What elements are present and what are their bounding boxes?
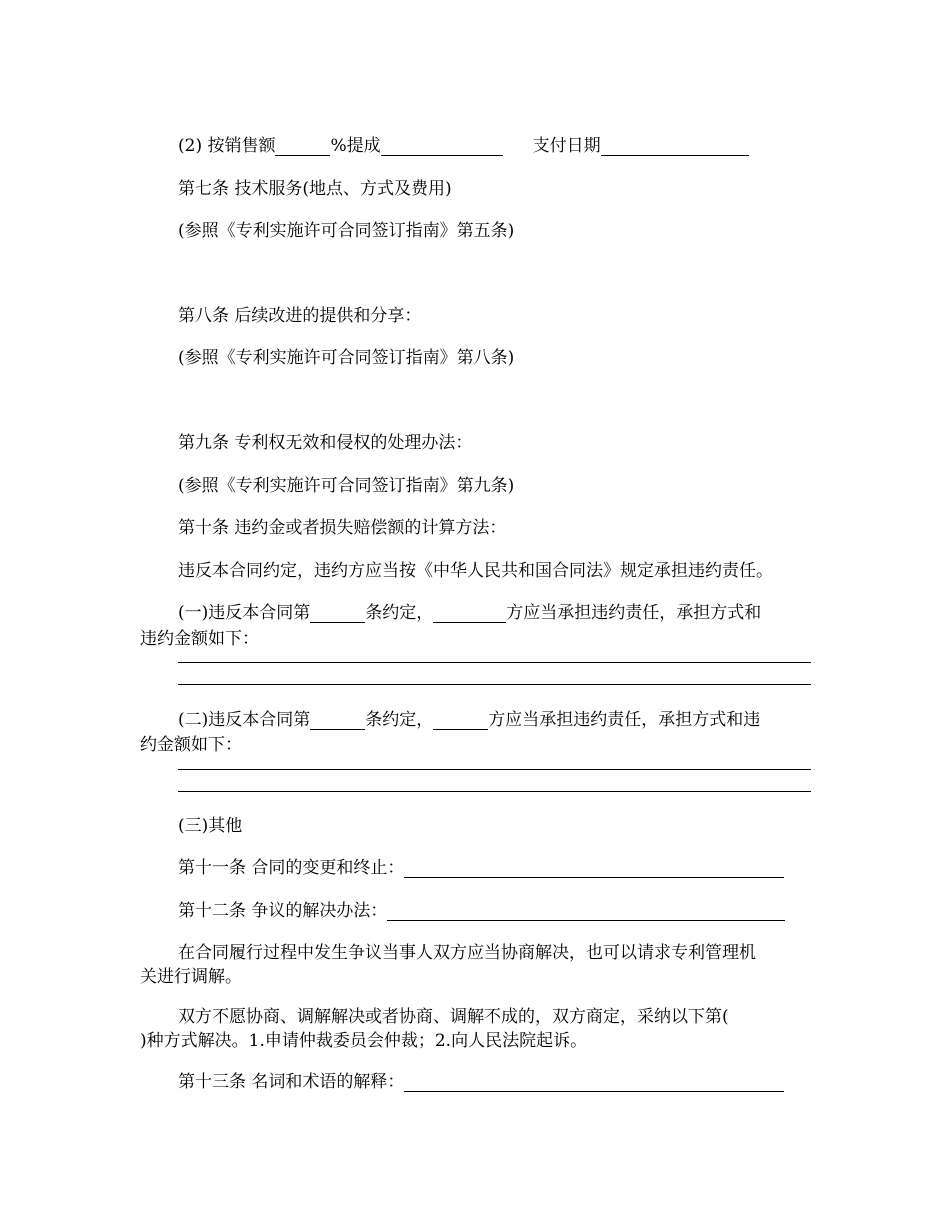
clause-2-rule-1[interactable]: [178, 769, 811, 770]
article-12-paragraph-2-continued: )种方式解决。1.申请仲裁委员会仲裁；2.向人民法院起诉。: [140, 1031, 588, 1051]
commission-blank[interactable]: [381, 139, 503, 156]
clause-2-rule-2[interactable]: [178, 791, 811, 792]
clause-1-article-blank[interactable]: [310, 606, 365, 623]
clause-2-line: [178, 710, 760, 730]
clause-1-text-b: 条约定，: [365, 603, 434, 623]
article-13-line: [178, 1072, 784, 1092]
clause-1-text-a: (一)违反本合同第: [178, 603, 311, 623]
article-12-paragraph-2: 双方不愿协商、调解解决或者协商、调解不成的，双方商定，采纳以下第(: [178, 1007, 729, 1027]
clause-1-line: [178, 603, 761, 623]
commission-label: %提成: [330, 136, 381, 156]
article-10-intro: 违反本合同约定，违约方应当按《中华人民共和国合同法》规定承担违约责任。: [178, 561, 773, 581]
article-8-title: 第八条 后续改进的提供和分享：: [178, 306, 422, 326]
article-8-reference: (参照《专利实施许可合同签订指南》第八条): [178, 348, 515, 368]
clause-3-other: (三)其他: [178, 816, 243, 836]
article-12-title: 第十二条 争议的解决办法：: [178, 901, 388, 921]
article-11-blank[interactable]: [404, 861, 784, 878]
clause-1-text-c: 方应当承担违约责任，承担方式和: [506, 603, 762, 623]
clause-1-rule-1[interactable]: [178, 662, 811, 663]
article-13-title: 第十三条 名词和术语的解释：: [178, 1072, 405, 1092]
article-13-blank[interactable]: [404, 1075, 784, 1092]
article-7-reference: (参照《专利实施许可合同签订指南》第五条): [178, 221, 515, 241]
article-12-line: [178, 901, 785, 921]
article-11-title: 第十一条 合同的变更和终止：: [178, 858, 405, 878]
article-11-line: [178, 858, 784, 878]
article-12-paragraph-1: 在合同履行过程中发生争议当事人双方应当协商解决，也可以请求专利管理机: [178, 943, 756, 963]
percent-blank[interactable]: [275, 139, 330, 156]
clause-2-text-c: 方应当承担违约责任，承担方式和违: [488, 710, 761, 730]
article-7-title: 第七条 技术服务(地点、方式及费用): [178, 179, 452, 199]
clause-2-article-blank[interactable]: [310, 713, 365, 730]
article-10-title: 第十条 违约金或者损失赔偿额的计算方法：: [178, 518, 507, 538]
payment-date-blank[interactable]: [601, 139, 749, 156]
payment-sales-line: [178, 136, 749, 156]
article-9-title: 第九条 专利权无效和侵权的处理办法：: [178, 433, 473, 453]
clause-2-text-b: 条约定，: [365, 710, 434, 730]
article-12-blank[interactable]: [387, 904, 785, 921]
clause-1-continued: 违约金额如下：: [140, 629, 259, 649]
clause-2-continued: 约金额如下：: [140, 735, 242, 755]
payment-date-label: 支付日期: [532, 136, 601, 156]
clause-1-rule-2[interactable]: [178, 684, 811, 685]
article-12-paragraph-1-continued: 关进行调解。: [140, 967, 242, 987]
clause-2-text-a: (二)违反本合同第: [178, 710, 311, 730]
article-9-reference: (参照《专利实施许可合同签订指南》第九条): [178, 476, 515, 496]
sales-commission-label: (2) 按销售额: [178, 136, 276, 156]
clause-2-party-blank[interactable]: [433, 713, 488, 730]
clause-1-party-blank[interactable]: [433, 606, 506, 623]
